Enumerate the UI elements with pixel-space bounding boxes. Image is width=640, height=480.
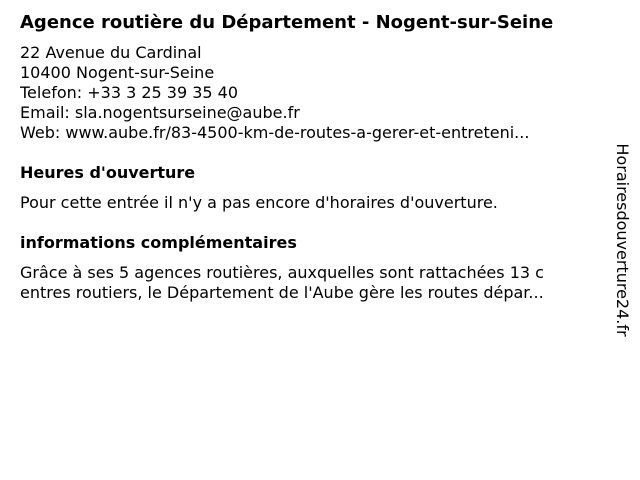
address-street: 22 Avenue du Cardinal (20, 43, 202, 62)
info-text (20, 263, 595, 303)
page-title: Agence routière du Département - Nogent-sur-Seine (20, 12, 554, 33)
info-text-line-1: Grâce à ses 5 agences routières, auxquelles sont rattachées 13 c (20, 263, 544, 282)
email-line: Email: sla.nogentsurseine@aube.fr (20, 103, 300, 122)
info-text-line-2: entres routiers, le Département de l'Aube gère les routes dépar... (20, 283, 544, 302)
phone-line: Telefon: +33 3 25 39 35 40 (20, 83, 239, 102)
web-line: Web: www.aube.fr/83-4500-km-de-routes-a-gerer-et-entreteni... (20, 123, 530, 142)
hours-text: Pour cette entrée il n'y a pas encore d'horaires d'ouverture. (20, 193, 498, 212)
address-city: 10400 Nogent-sur-Seine (20, 63, 215, 82)
hours-heading: Heures d'ouverture (20, 163, 196, 182)
info-heading: informations complémentaires (20, 233, 297, 252)
business-card (20, 11, 600, 303)
site-watermark: Horairesdouverture24.fr (613, 143, 632, 337)
